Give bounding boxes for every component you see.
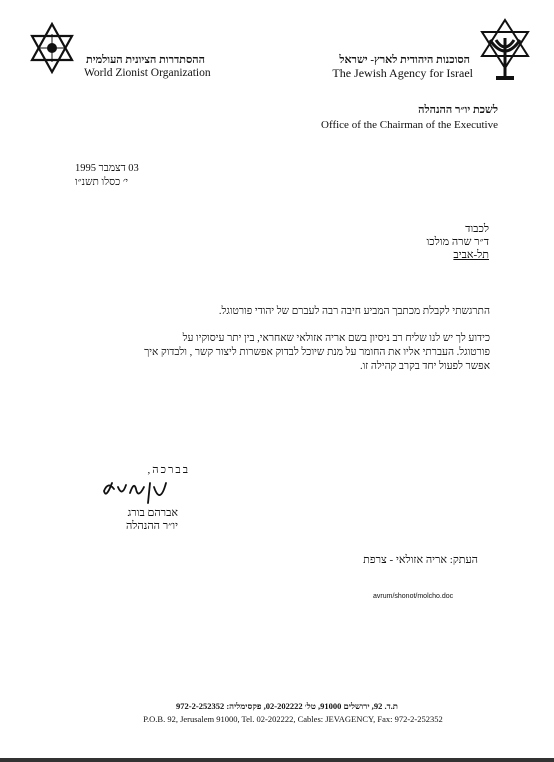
footer-english: P.O.B. 92, Jerusalem 91000, Tel. 02-202222, Cables: JEVAGENCY, Fax: 972-2-252352 — [143, 714, 443, 724]
signature — [100, 477, 170, 511]
body-paragraph-2-line-1: כידוע לך יש לנו שליח רב ניסיון בשם אריה אזולאי שאחראי, בין יתר עיסוקיו על — [182, 333, 490, 344]
body-paragraph-2-line-3: אפשר לפעול יחד בקרב קהילה זו. — [360, 361, 490, 372]
jafi-name-english: The Jewish Agency for Israel — [332, 66, 473, 80]
closing-greeting: בברכה, — [147, 464, 190, 476]
office-name-english: Office of the Chairman of the Executive — [321, 119, 498, 131]
addressee-line2: ד״ר שרה מולכו — [426, 236, 489, 248]
addressee-line1: לכבוד — [465, 223, 489, 235]
closing-title: יו״ר ההנהלה — [125, 520, 178, 532]
menorah-star-icon — [478, 18, 532, 82]
body-paragraph-2-line-2: פורטוגל. העברתי אליו את החומר על מנת שיוכל לבדוק אפשרות ליצור קשר , ולבדוק איך — [144, 347, 490, 358]
wzo-logo — [28, 22, 76, 74]
copy-note: העתק: אריה אזולאי - צרפת — [363, 554, 478, 566]
date-gregorian: 03 דצמבר 1995 — [75, 163, 139, 174]
office-name-hebrew: לשכת יו״ר ההנהלה — [418, 104, 498, 116]
file-reference: avrum/shonot/molcho.doc — [373, 593, 454, 600]
jafi-logo — [478, 18, 532, 82]
addressee-line3: תל-אביב — [453, 249, 489, 261]
wzo-name-english: World Zionist Organization — [84, 67, 211, 79]
footer-hebrew: ת.ד. 92, ירושלים 91000, טל׳ 02-202222, פקסימליה: 972-2-252352 — [176, 701, 398, 711]
closing-name: אברהם בורג — [127, 507, 178, 519]
page-bottom-edge — [0, 758, 554, 762]
handwritten-signature-icon — [100, 477, 170, 511]
jafi-name-hebrew: הסוכנות היהודית לארץ- ישראל — [339, 54, 470, 66]
date-hebrew: י׳ כסלו תשנ״ו — [75, 177, 129, 188]
wzo-name-hebrew: ההסתדרות הציונית העולמית — [86, 54, 205, 66]
star-of-david-icon — [28, 22, 76, 74]
body-paragraph-1: התרגשתי לקבלת מכתבך המביע חיבה רבה לעברם של יהודי פורטוגל. — [218, 306, 490, 317]
